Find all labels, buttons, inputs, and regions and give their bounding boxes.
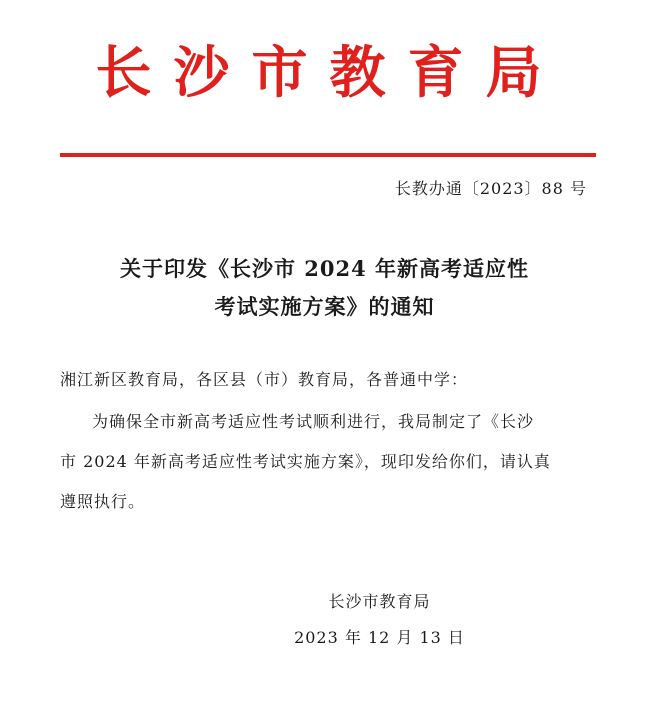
letterhead-issuer-name: 长沙市教育局	[95, 40, 564, 106]
document-title	[0, 250, 649, 326]
salutation: 湘江新区教育局，各区县（市）教育局，各普通中学：	[60, 370, 469, 389]
body-line-3: 遵照执行。	[60, 492, 146, 511]
document-title-line-1: 关于印发《长沙市 2024 年新高考适应性	[119, 256, 530, 281]
letterhead-red-divider	[60, 153, 596, 157]
document-title-line-2: 考试实施方案》的通知	[214, 294, 435, 319]
document-number: 长教办通〔2023〕88 号	[394, 179, 587, 198]
signature-date: 2023 年 12 月 13 日	[294, 628, 465, 647]
signature-issuer: 长沙市教育局	[328, 592, 431, 611]
body-line-1: 为确保全市新高考适应性考试顺利进行，我局制定了《长沙	[92, 412, 535, 431]
body-line-2: 市 2024 年新高考适应性考试实施方案》，现印发给你们，请认真	[60, 452, 551, 471]
body-paragraph	[60, 402, 595, 522]
